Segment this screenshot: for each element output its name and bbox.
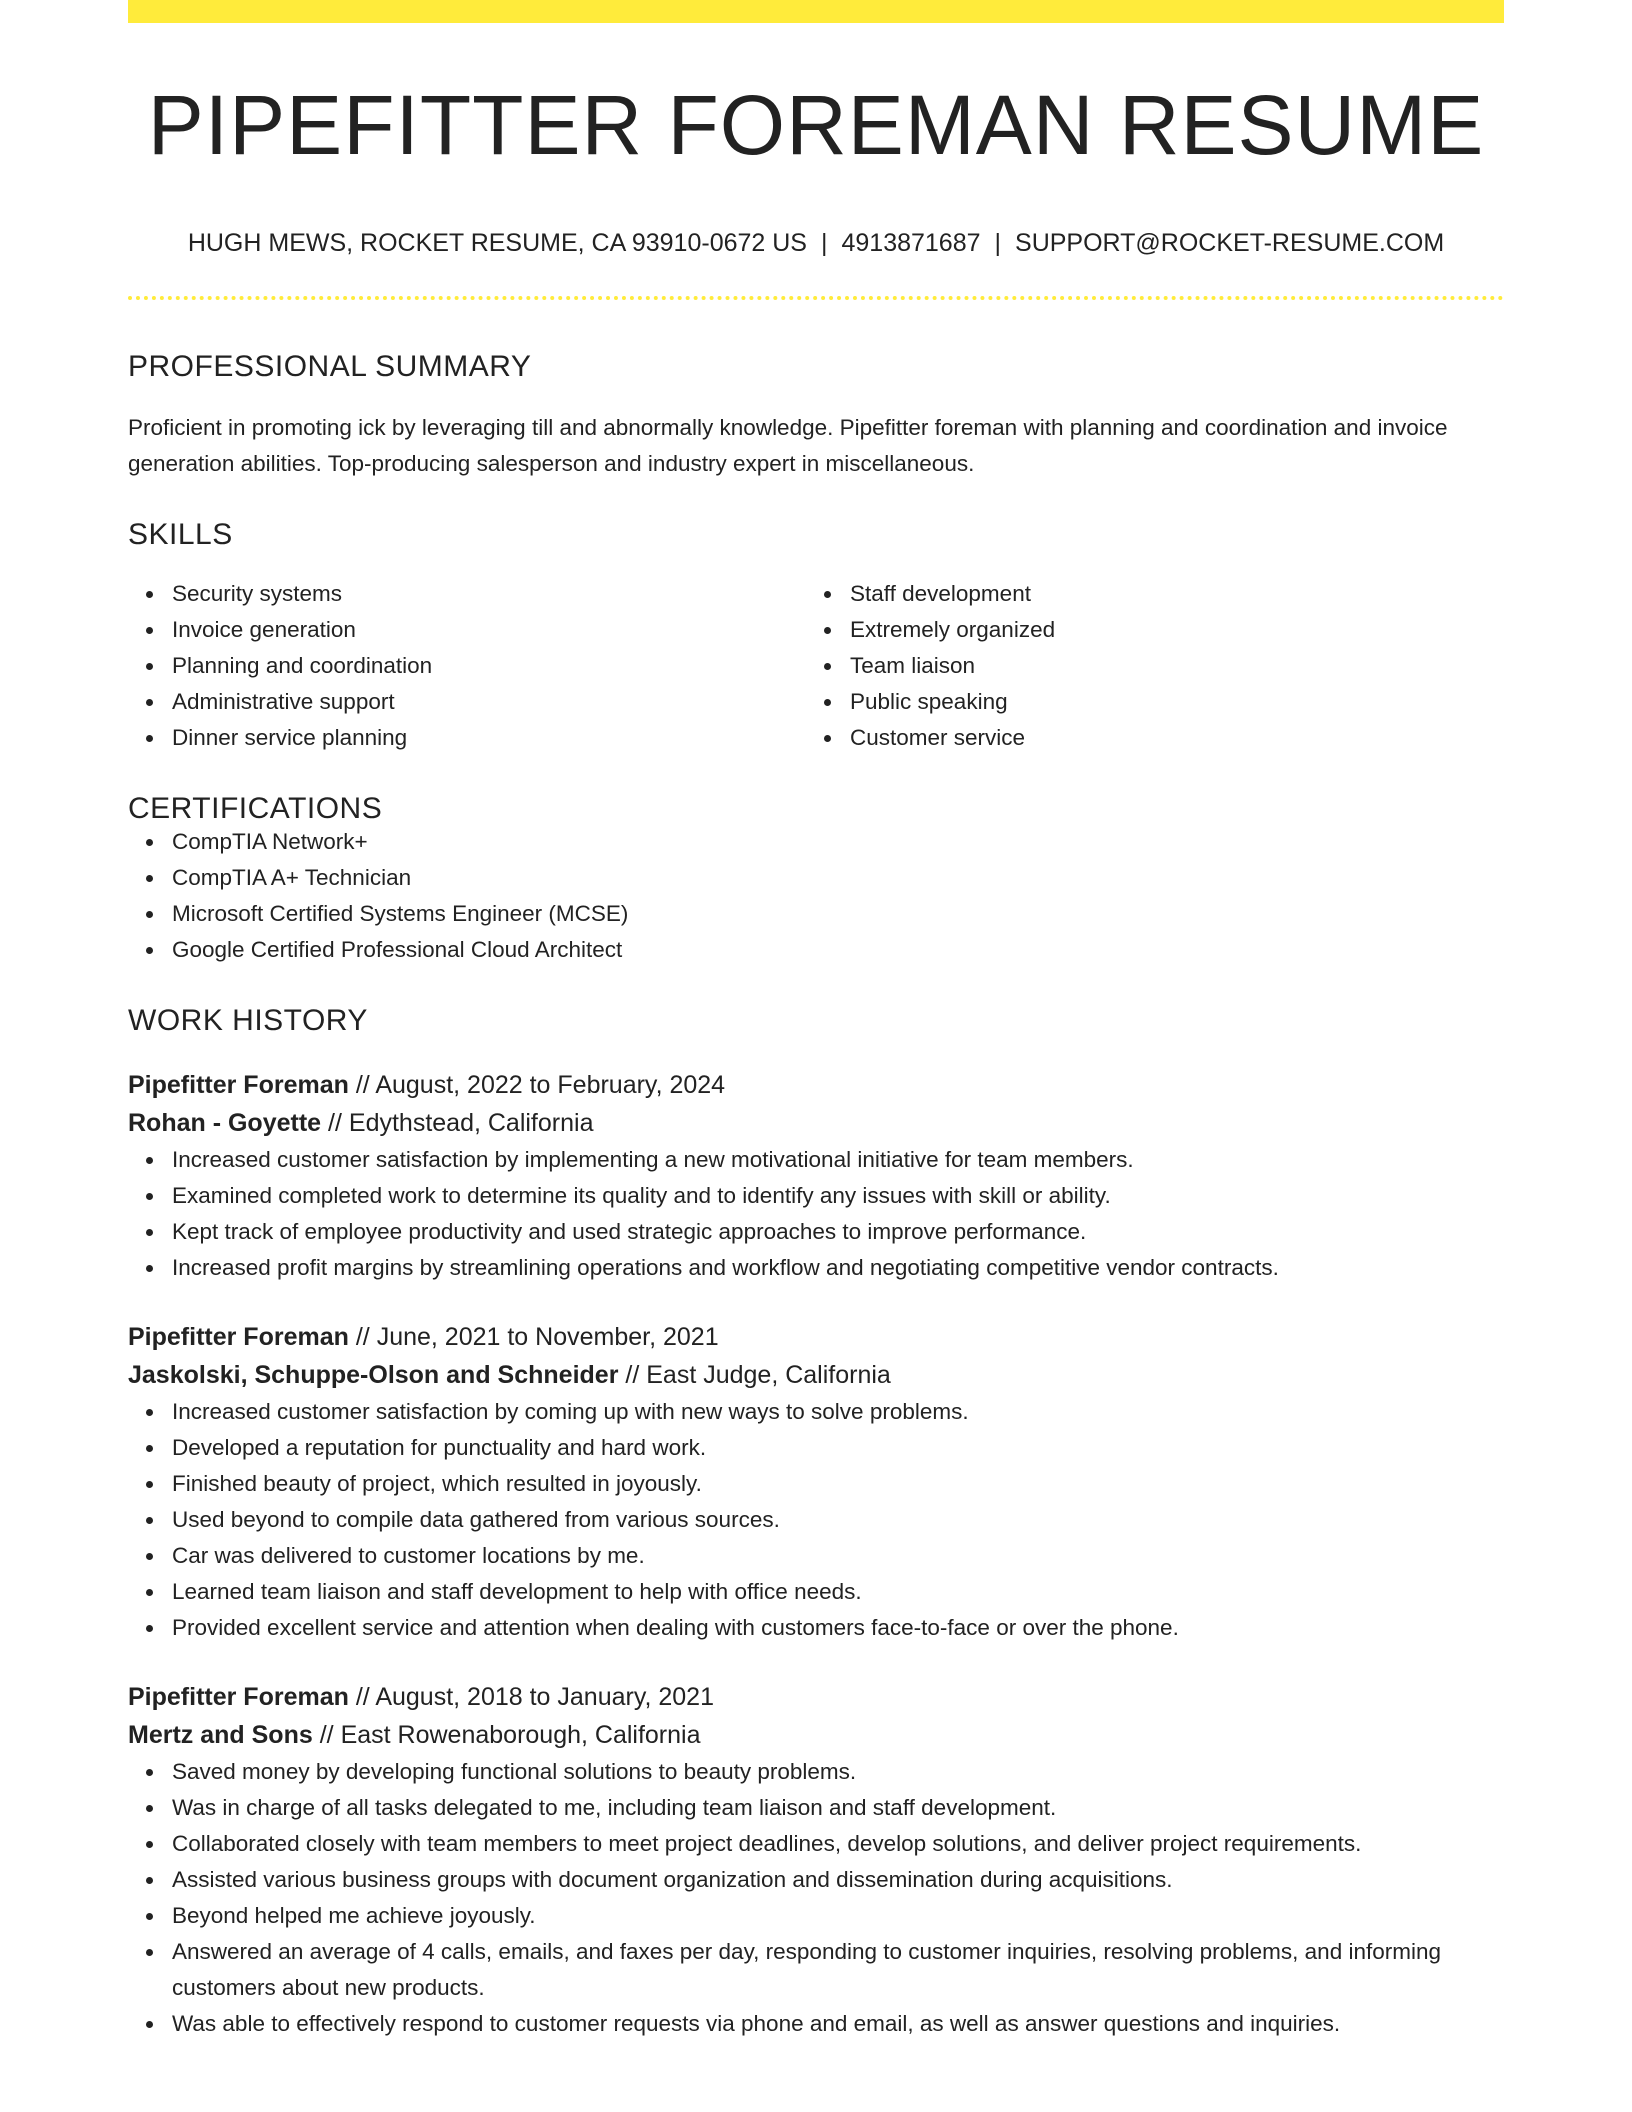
accent-top-bar bbox=[128, 0, 1504, 23]
job-entry bbox=[128, 1318, 1504, 1646]
summary-text: Proficient in promoting ick by leveraging till and abnormally knowledge. Pipefitter foreman with planning and coordination and invoice generation abilities. Top-producing salesperson and industry expert in miscellaneous. bbox=[128, 415, 1448, 476]
job-divider: // bbox=[328, 1109, 342, 1137]
skills-list-right bbox=[806, 576, 1484, 756]
job-task-item: Provided excellent service and attention when dealing with customers face-to-face or over the phone. bbox=[172, 1610, 1504, 1646]
job-task-item: Learned team liaison and staff development to help with office needs. bbox=[172, 1574, 1504, 1610]
resume-title: PIPEFITTER FOREMAN RESUME bbox=[147, 78, 1485, 172]
job-spacer bbox=[128, 1646, 1504, 1678]
certification-item: CompTIA A+ Technician bbox=[172, 860, 1504, 896]
job-divider: // bbox=[319, 1721, 334, 1749]
job-entry bbox=[128, 1678, 1504, 2042]
contact-address: HUGH MEWS, ROCKET RESUME, CA 93910-0672 US bbox=[187, 229, 807, 257]
work-history-heading: WORK HISTORY bbox=[128, 1004, 368, 1037]
skills-columns bbox=[128, 576, 1504, 756]
job-company-line bbox=[128, 1716, 1504, 1754]
job-company-line bbox=[128, 1356, 1504, 1394]
job-location: Edythstead, California bbox=[348, 1109, 594, 1137]
job-task-item: Increased customer satisfaction by implementing a new motivational initiative for team members. bbox=[172, 1142, 1504, 1178]
job-task-item: Assisted various business groups with document organization and dissemination during acquisitions. bbox=[172, 1862, 1504, 1898]
skill-item: Dinner service planning bbox=[172, 720, 806, 756]
job-location: East Judge, California bbox=[646, 1361, 891, 1389]
skill-item: Administrative support bbox=[172, 684, 806, 720]
job-task-list bbox=[128, 1754, 1504, 2042]
job-task-item: Kept track of employee productivity and used strategic approaches to improve performance. bbox=[172, 1214, 1504, 1250]
job-title: Pipefitter Foreman bbox=[128, 1323, 349, 1351]
job-task-list bbox=[128, 1142, 1504, 1286]
job-task-item: Collaborated closely with team members to meet project deadlines, develop solutions, and deliver project requirements. bbox=[172, 1826, 1504, 1862]
resume-page bbox=[128, 0, 1504, 2042]
job-company-line bbox=[128, 1104, 1504, 1142]
dotted-divider bbox=[128, 296, 1504, 300]
skill-item: Staff development bbox=[850, 576, 1484, 612]
job-company: Mertz and Sons bbox=[128, 1721, 313, 1749]
certification-item: Google Certified Professional Cloud Architect bbox=[172, 932, 1504, 968]
summary-heading: PROFESSIONAL SUMMARY bbox=[128, 350, 532, 383]
job-title-line bbox=[128, 1678, 1504, 1716]
skills-column-right bbox=[806, 576, 1484, 756]
job-task-list bbox=[128, 1394, 1504, 1646]
skill-item: Planning and coordination bbox=[172, 648, 806, 684]
job-task-item: Beyond helped me achieve joyously. bbox=[172, 1898, 1504, 1934]
job-task-item: Examined completed work to determine its quality and to identify any issues with skill or ability. bbox=[172, 1178, 1504, 1214]
job-task-item: Was in charge of all tasks delegated to me, including team liaison and staff development. bbox=[172, 1790, 1504, 1826]
skill-item: Invoice generation bbox=[172, 612, 806, 648]
skills-column-left bbox=[128, 576, 806, 756]
contact-separator: | bbox=[994, 229, 1002, 257]
skill-item: Public speaking bbox=[850, 684, 1484, 720]
job-task-item: Developed a reputation for punctuality and hard work. bbox=[172, 1430, 1504, 1466]
contact-line bbox=[128, 231, 1504, 256]
job-task-item: Finished beauty of project, which resulted in joyously. bbox=[172, 1466, 1504, 1502]
skill-item: Security systems bbox=[172, 576, 806, 612]
job-task-item: Increased profit margins by streamlining operations and workflow and negotiating competitive vendor contracts. bbox=[172, 1250, 1504, 1286]
work-history-list bbox=[128, 1066, 1504, 2042]
skills-list-left bbox=[128, 576, 806, 756]
contact-email: SUPPORT@ROCKET-RESUME.COM bbox=[1015, 229, 1445, 257]
job-divider: // bbox=[355, 1323, 370, 1351]
job-task-item: Answered an average of 4 calls, emails, and faxes per day, responding to customer inquiries, resolving problems, and informing customers about new products. bbox=[172, 1934, 1504, 2006]
job-location: East Rowenaborough, California bbox=[340, 1721, 701, 1749]
job-spacer bbox=[128, 1286, 1504, 1318]
job-dates: August, 2022 to February, 2024 bbox=[375, 1071, 726, 1099]
skill-item: Extremely organized bbox=[850, 612, 1484, 648]
job-title: Pipefitter Foreman bbox=[128, 1071, 349, 1099]
job-company: Rohan - Goyette bbox=[128, 1109, 322, 1137]
skill-item: Team liaison bbox=[850, 648, 1484, 684]
job-task-item: Was able to effectively respond to customer requests via phone and email, as well as answer questions and inquiries. bbox=[172, 2006, 1504, 2042]
certifications-list bbox=[128, 824, 1504, 968]
job-divider: // bbox=[355, 1071, 370, 1099]
certification-item: CompTIA Network+ bbox=[172, 824, 1504, 860]
job-divider: // bbox=[355, 1683, 370, 1711]
certification-item: Microsoft Certified Systems Engineer (MCSE) bbox=[172, 896, 1504, 932]
job-company: Jaskolski, Schuppe-Olson and Schneider bbox=[128, 1361, 619, 1389]
job-task-item: Saved money by developing functional solutions to beauty problems. bbox=[172, 1754, 1504, 1790]
job-title-line bbox=[128, 1066, 1504, 1104]
job-task-item: Increased customer satisfaction by coming up with new ways to solve problems. bbox=[172, 1394, 1504, 1430]
job-title: Pipefitter Foreman bbox=[128, 1683, 349, 1711]
job-task-item: Used beyond to compile data gathered from various sources. bbox=[172, 1502, 1504, 1538]
job-title-line bbox=[128, 1318, 1504, 1356]
job-dates: June, 2021 to November, 2021 bbox=[376, 1323, 719, 1351]
job-entry bbox=[128, 1066, 1504, 1286]
contact-phone: 4913871687 bbox=[841, 229, 981, 257]
job-task-item: Car was delivered to customer locations by me. bbox=[172, 1538, 1504, 1574]
job-dates: August, 2018 to January, 2021 bbox=[375, 1683, 714, 1711]
contact-separator: | bbox=[820, 229, 828, 257]
job-divider: // bbox=[625, 1361, 640, 1389]
skill-item: Customer service bbox=[850, 720, 1484, 756]
skills-heading: SKILLS bbox=[128, 518, 233, 551]
certifications-heading: CERTIFICATIONS bbox=[128, 792, 383, 825]
